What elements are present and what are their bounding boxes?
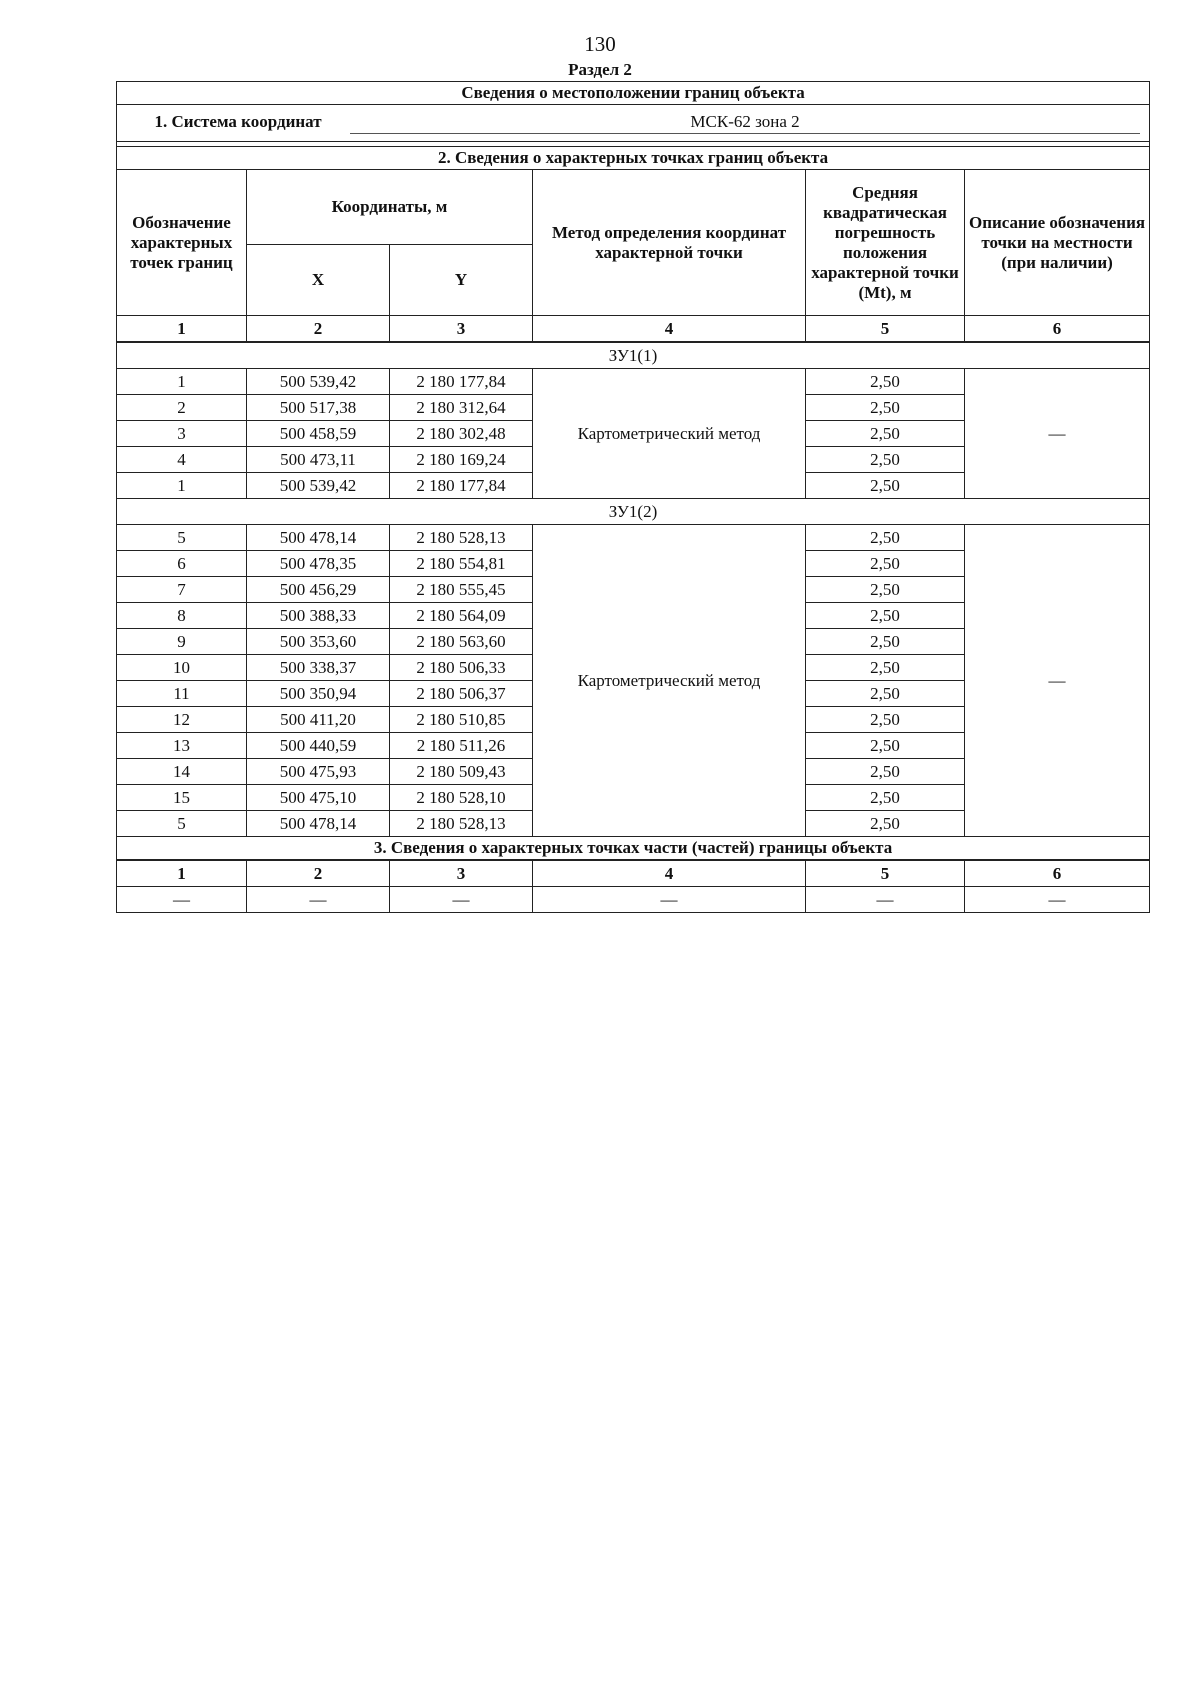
method-cell: Картометрический метод	[533, 525, 806, 837]
header-designation: Обозначение характерных точек границ	[117, 170, 247, 316]
x-coordinate: 500 539,42	[247, 369, 390, 395]
y-coordinate: 2 180 528,13	[390, 525, 533, 551]
mt-value: 2,50	[806, 759, 965, 785]
header-error: Средняя квадратическая погрешность положения характерной точки (Mt), м	[806, 170, 965, 316]
parts-cell: —	[533, 887, 806, 913]
y-coordinate: 2 180 563,60	[390, 629, 533, 655]
parts-column-numbers-row	[117, 860, 1150, 887]
x-coordinate: 500 475,10	[247, 785, 390, 811]
x-coordinate: 500 440,59	[247, 733, 390, 759]
header-method: Метод определения координат характерной точки	[533, 170, 806, 316]
column-number: 5	[806, 316, 965, 343]
x-coordinate: 500 350,94	[247, 681, 390, 707]
mt-value: 2,50	[806, 785, 965, 811]
method-cell: Картометрический метод	[533, 369, 806, 499]
x-coordinate: 500 539,42	[247, 473, 390, 499]
mt-value: 2,50	[806, 629, 965, 655]
parts-cell: —	[247, 887, 390, 913]
point-number: 10	[117, 655, 247, 681]
point-number: 4	[117, 447, 247, 473]
mt-value: 2,50	[806, 681, 965, 707]
point-number: 12	[117, 707, 247, 733]
parts-cell: —	[965, 887, 1150, 913]
y-coordinate: 2 180 177,84	[390, 473, 533, 499]
column-number: 1	[117, 316, 247, 343]
mt-value: 2,50	[806, 447, 965, 473]
x-coordinate: 500 478,14	[247, 525, 390, 551]
description-cell: —	[965, 369, 1150, 499]
point-number: 1	[117, 369, 247, 395]
point-number: 5	[117, 811, 247, 837]
coord-system-label: 1. Система координат	[154, 112, 322, 131]
table-row	[117, 369, 1150, 395]
column-number: 4	[533, 316, 806, 343]
coord-system-cell	[117, 105, 1150, 142]
point-number: 15	[117, 785, 247, 811]
y-coordinate: 2 180 506,37	[390, 681, 533, 707]
boundary-table	[116, 81, 1150, 913]
parts-cell: —	[390, 887, 533, 913]
mt-value: 2,50	[806, 733, 965, 759]
parcel-name: ЗУ1(2)	[117, 499, 1150, 525]
mt-value: 2,50	[806, 603, 965, 629]
mt-value: 2,50	[806, 421, 965, 447]
mt-value: 2,50	[806, 473, 965, 499]
x-coordinate: 500 475,93	[247, 759, 390, 785]
header-coordinates: Координаты, м	[247, 170, 533, 245]
y-coordinate: 2 180 564,09	[390, 603, 533, 629]
points-title: 2. Сведения о характерных точках границ объекта	[117, 147, 1150, 170]
x-coordinate: 500 338,37	[247, 655, 390, 681]
point-number: 13	[117, 733, 247, 759]
column-number: 5	[806, 860, 965, 887]
parts-title: 3. Сведения о характерных точках части (частей) границы объекта	[117, 837, 1150, 861]
y-coordinate: 2 180 511,26	[390, 733, 533, 759]
column-number: 3	[390, 860, 533, 887]
column-number: 2	[247, 860, 390, 887]
point-number: 6	[117, 551, 247, 577]
x-coordinate: 500 353,60	[247, 629, 390, 655]
point-number: 3	[117, 421, 247, 447]
point-number: 9	[117, 629, 247, 655]
table-row	[117, 525, 1150, 551]
section-title: Раздел 2	[568, 60, 632, 79]
column-number: 4	[533, 860, 806, 887]
x-coordinate: 500 411,20	[247, 707, 390, 733]
y-coordinate: 2 180 528,13	[390, 811, 533, 837]
mt-value: 2,50	[806, 655, 965, 681]
column-numbers-row	[117, 316, 1150, 343]
table-title: Сведения о местоположении границ объекта	[117, 82, 1150, 105]
x-coordinate: 500 478,14	[247, 811, 390, 837]
y-coordinate: 2 180 510,85	[390, 707, 533, 733]
point-number: 1	[117, 473, 247, 499]
page-number: 130	[584, 32, 616, 56]
mt-value: 2,50	[806, 395, 965, 421]
parts-data-row	[117, 887, 1150, 913]
x-coordinate: 500 473,11	[247, 447, 390, 473]
points-title-row	[117, 147, 1150, 170]
coord-system-value: МСК-62 зона 2	[350, 112, 1140, 134]
point-number: 5	[117, 525, 247, 551]
parcel-name-row	[117, 342, 1150, 369]
mt-value: 2,50	[806, 525, 965, 551]
y-coordinate: 2 180 555,45	[390, 577, 533, 603]
y-coordinate: 2 180 506,33	[390, 655, 533, 681]
column-number: 2	[247, 316, 390, 343]
x-coordinate: 500 517,38	[247, 395, 390, 421]
y-coordinate: 2 180 312,64	[390, 395, 533, 421]
header-x: X	[247, 245, 390, 316]
point-number: 7	[117, 577, 247, 603]
y-coordinate: 2 180 554,81	[390, 551, 533, 577]
x-coordinate: 500 388,33	[247, 603, 390, 629]
parts-cell: —	[117, 887, 247, 913]
mt-value: 2,50	[806, 707, 965, 733]
column-number: 6	[965, 316, 1150, 343]
point-number: 8	[117, 603, 247, 629]
column-number: 3	[390, 316, 533, 343]
y-coordinate: 2 180 302,48	[390, 421, 533, 447]
x-coordinate: 500 456,29	[247, 577, 390, 603]
y-coordinate: 2 180 528,10	[390, 785, 533, 811]
x-coordinate: 500 458,59	[247, 421, 390, 447]
y-coordinate: 2 180 509,43	[390, 759, 533, 785]
mt-value: 2,50	[806, 577, 965, 603]
header-y: Y	[390, 245, 533, 316]
mt-value: 2,50	[806, 811, 965, 837]
point-number: 14	[117, 759, 247, 785]
column-number: 1	[117, 860, 247, 887]
y-coordinate: 2 180 177,84	[390, 369, 533, 395]
mt-value: 2,50	[806, 551, 965, 577]
x-coordinate: 500 478,35	[247, 551, 390, 577]
description-cell: —	[965, 525, 1150, 837]
mt-value: 2,50	[806, 369, 965, 395]
parts-title-row	[117, 837, 1150, 861]
parts-cell: —	[806, 887, 965, 913]
coord-system-row	[117, 105, 1150, 142]
point-number: 11	[117, 681, 247, 707]
parcel-name-row	[117, 499, 1150, 525]
y-coordinate: 2 180 169,24	[390, 447, 533, 473]
header-description: Описание обозначения точки на местности (при наличии)	[965, 170, 1150, 316]
header-row-1	[117, 170, 1150, 245]
column-number: 6	[965, 860, 1150, 887]
parcel-name: ЗУ1(1)	[117, 342, 1150, 369]
point-number: 2	[117, 395, 247, 421]
table-title-row	[117, 82, 1150, 105]
